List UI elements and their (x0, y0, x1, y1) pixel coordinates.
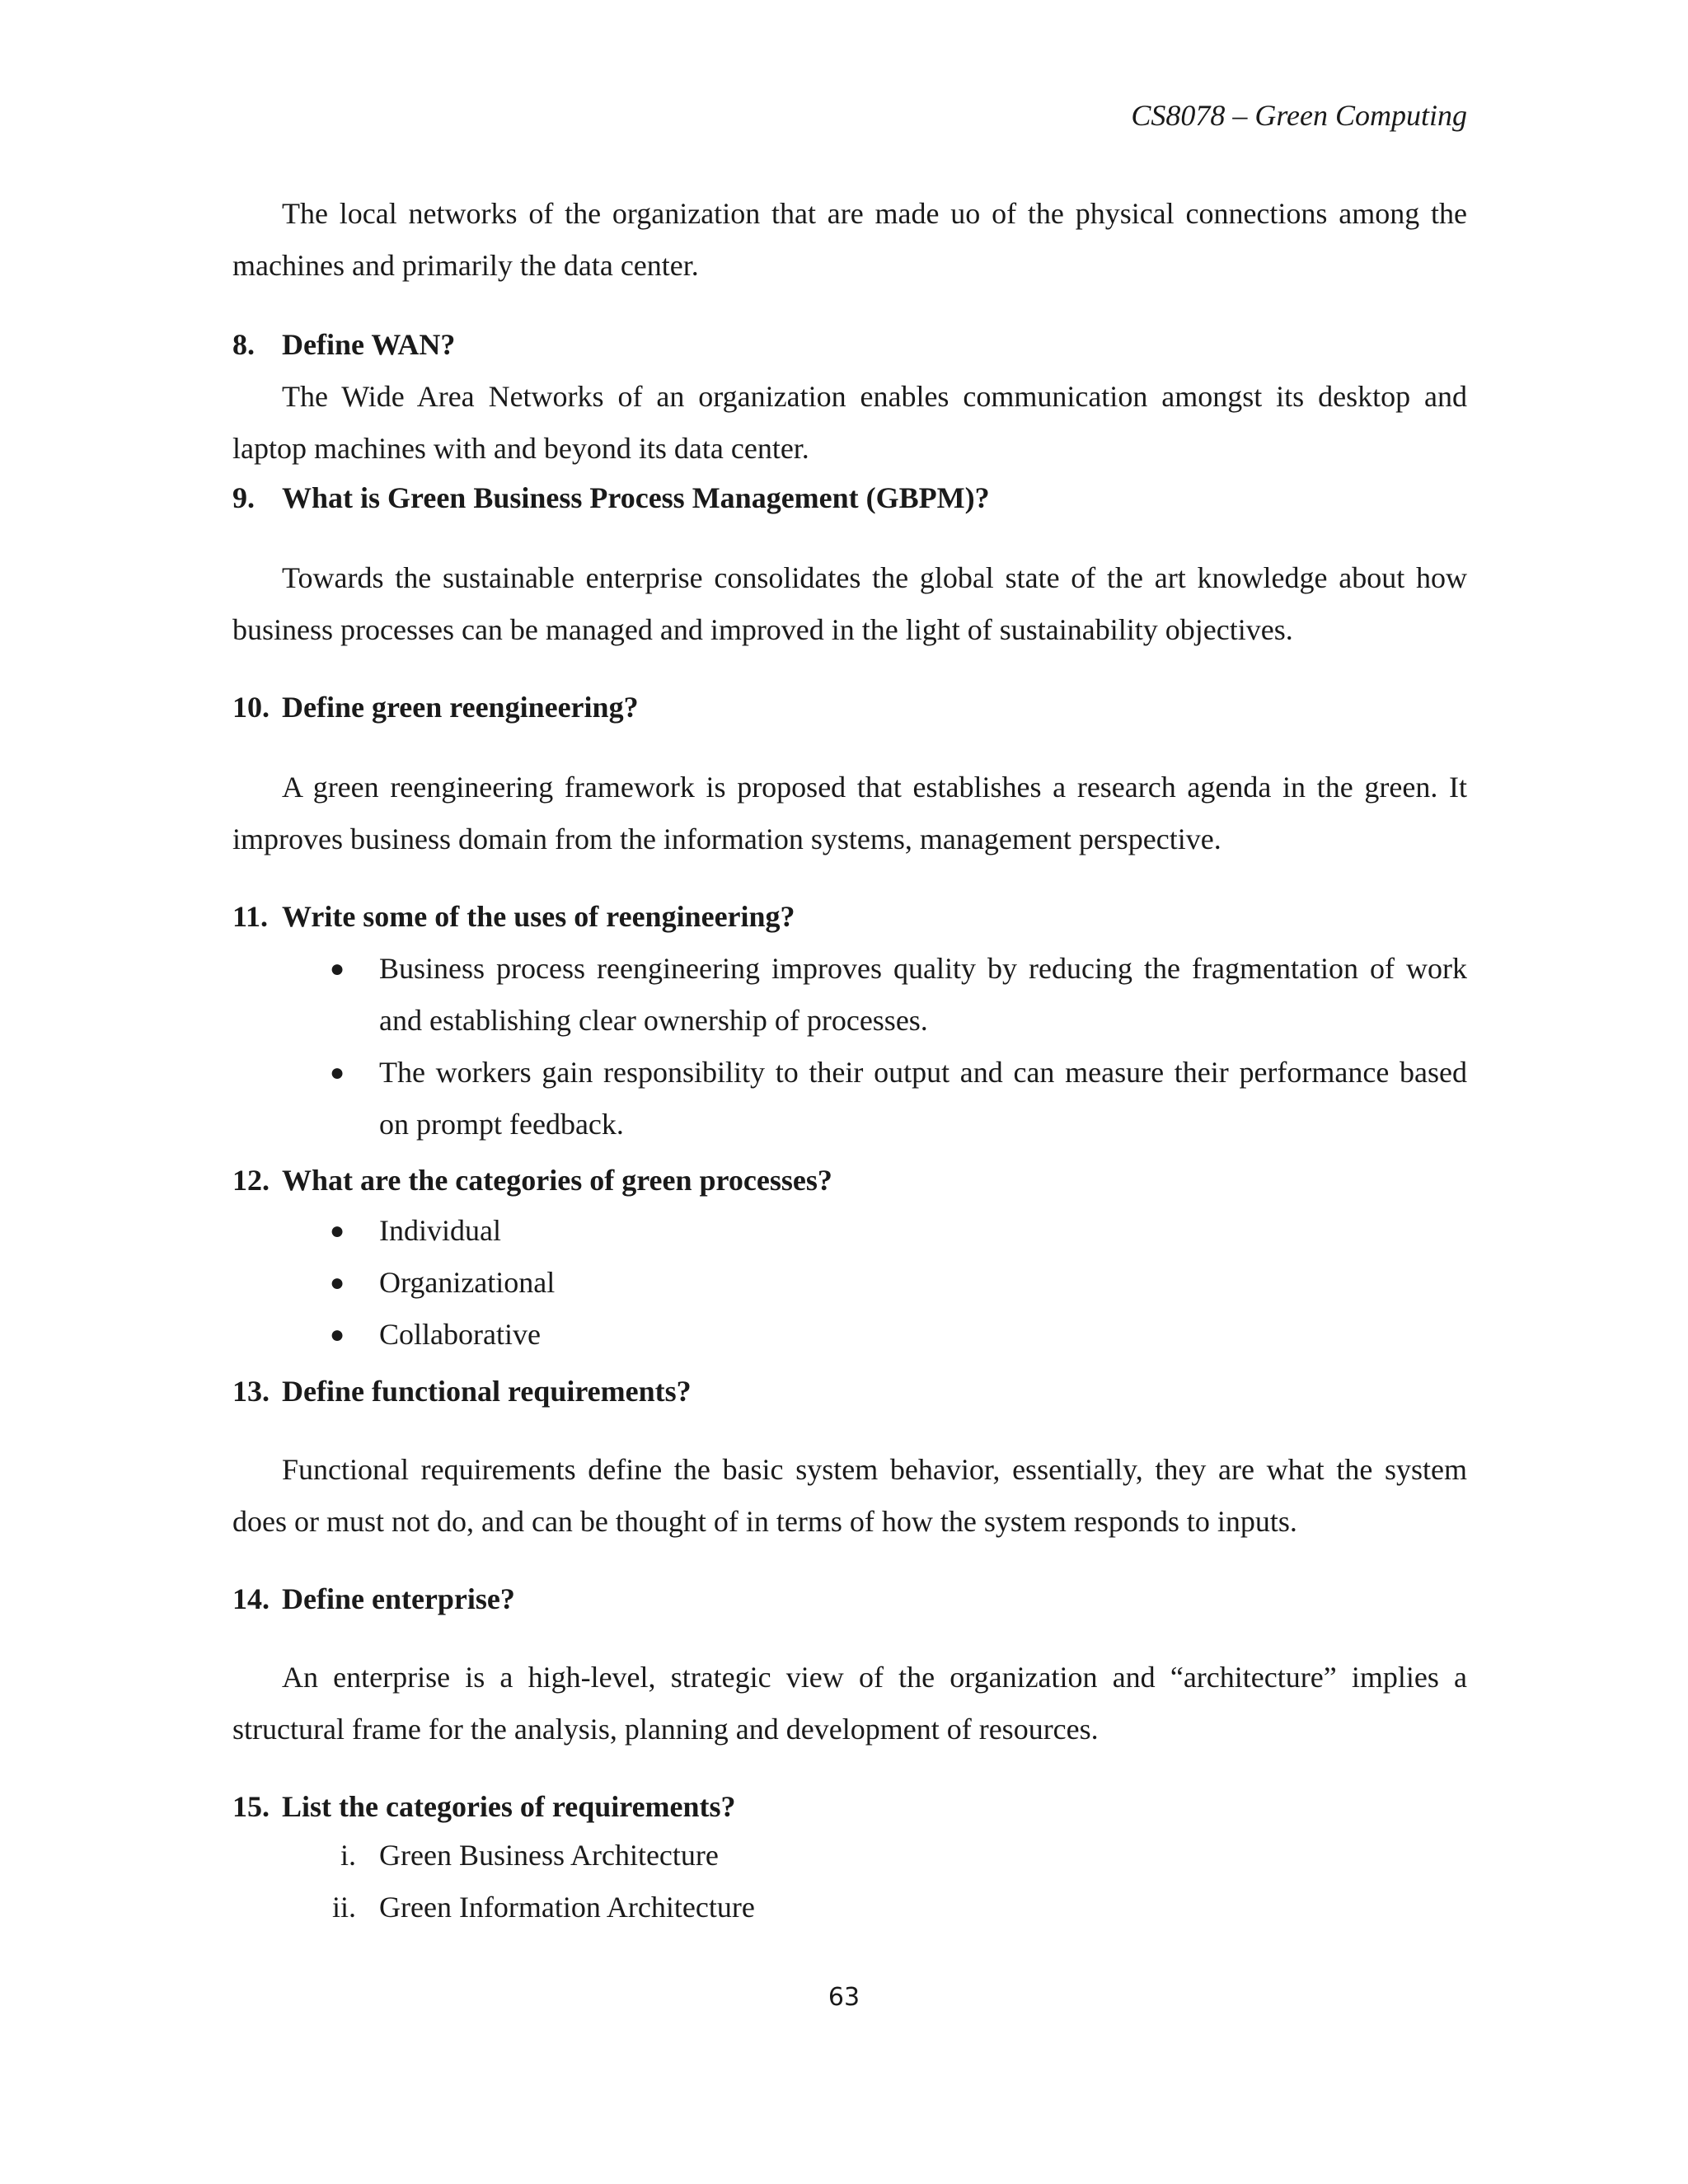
question-15-heading (232, 1787, 1467, 1826)
question-9-heading (232, 478, 1467, 518)
question-10-answer: A green reengineering framework is proposed that establishes a research agenda in the green. It improves business domain from the information systems, management perspective. (232, 771, 1467, 855)
question-9-answer: Towards the sustainable enterprise consolidates the global state of the art knowledge about how business processes can be managed and improved in the light of sustainability objectives. (232, 561, 1467, 646)
bullet-icon: ● (330, 1059, 345, 1086)
question-14-answer: An enterprise is a high-level, strategic view of the organization and “architecture” implies a structural frame for the analysis, planning and development of resources. (232, 1661, 1467, 1746)
question-number: 8. (232, 328, 255, 361)
question-14-heading (232, 1579, 1467, 1619)
question-12-heading (232, 1160, 1467, 1200)
question-number: 9. (232, 481, 255, 514)
bullet-icon: ● (330, 1217, 345, 1244)
bullet-icon: ● (330, 1321, 345, 1348)
list-item: ii. Green Information Architecture (232, 1882, 1467, 1933)
list-item: ● The workers gain responsibility to their output and can measure their performance based on prompt feedback. (232, 1047, 1467, 1151)
question-number: 12. (232, 1164, 270, 1197)
question-number: 14. (232, 1582, 270, 1615)
list-item: ● Business process reengineering improves quality by reducing the fragmentation of work and establishing clear ownership of processes. (232, 943, 1467, 1047)
question-number: 13. (232, 1375, 270, 1408)
question-title: Define enterprise? (282, 1582, 515, 1615)
list-item: i. Green Business Architecture (232, 1830, 1467, 1882)
list-item: ● Individual (232, 1205, 1467, 1257)
bullet-icon: ● (330, 1269, 345, 1296)
question-15-list (232, 1830, 1467, 1933)
question-13-heading (232, 1371, 1467, 1411)
page-number: 63 (828, 1983, 860, 2012)
question-11-heading (232, 897, 1467, 936)
question-number: 10. (232, 691, 270, 724)
question-title: Write some of the uses of reengineering? (282, 900, 795, 933)
question-title: Define functional requirements? (282, 1375, 692, 1408)
running-header: CS8078 – Green Computing (1131, 99, 1467, 132)
list-item: ● Collaborative (232, 1309, 1467, 1361)
list-marker: ii. (331, 1891, 356, 1924)
question-title: List the categories of requirements? (282, 1790, 736, 1823)
question-title: Define green reengineering? (282, 691, 639, 724)
question-8-heading (232, 325, 1467, 364)
intro-paragraph: The local networks of the organization that are made uo of the physical connections among the machines and primarily the data center. (232, 197, 1467, 282)
question-13-answer: Functional requirements define the basic system behavior, essentially, they are what the system does or must not do, and can be thought of in terms of how the system responds to inputs. (232, 1453, 1467, 1538)
question-8-answer: The Wide Area Networks of an organization enables communication amongst its desktop and laptop machines with and beyond its data center. (232, 380, 1467, 465)
question-10-heading (232, 687, 1467, 727)
question-12-list (232, 1205, 1467, 1361)
bullet-icon: ● (330, 955, 345, 982)
question-title: What is Green Business Process Management (GBPM)? (282, 481, 990, 514)
question-number: 15. (232, 1790, 270, 1823)
question-number: 11. (232, 900, 269, 933)
question-title: What are the categories of green processes? (282, 1164, 832, 1197)
list-item: ● Organizational (232, 1257, 1467, 1309)
question-title: Define WAN? (282, 328, 456, 361)
question-11-list (232, 943, 1467, 1151)
list-marker: i. (340, 1839, 356, 1872)
